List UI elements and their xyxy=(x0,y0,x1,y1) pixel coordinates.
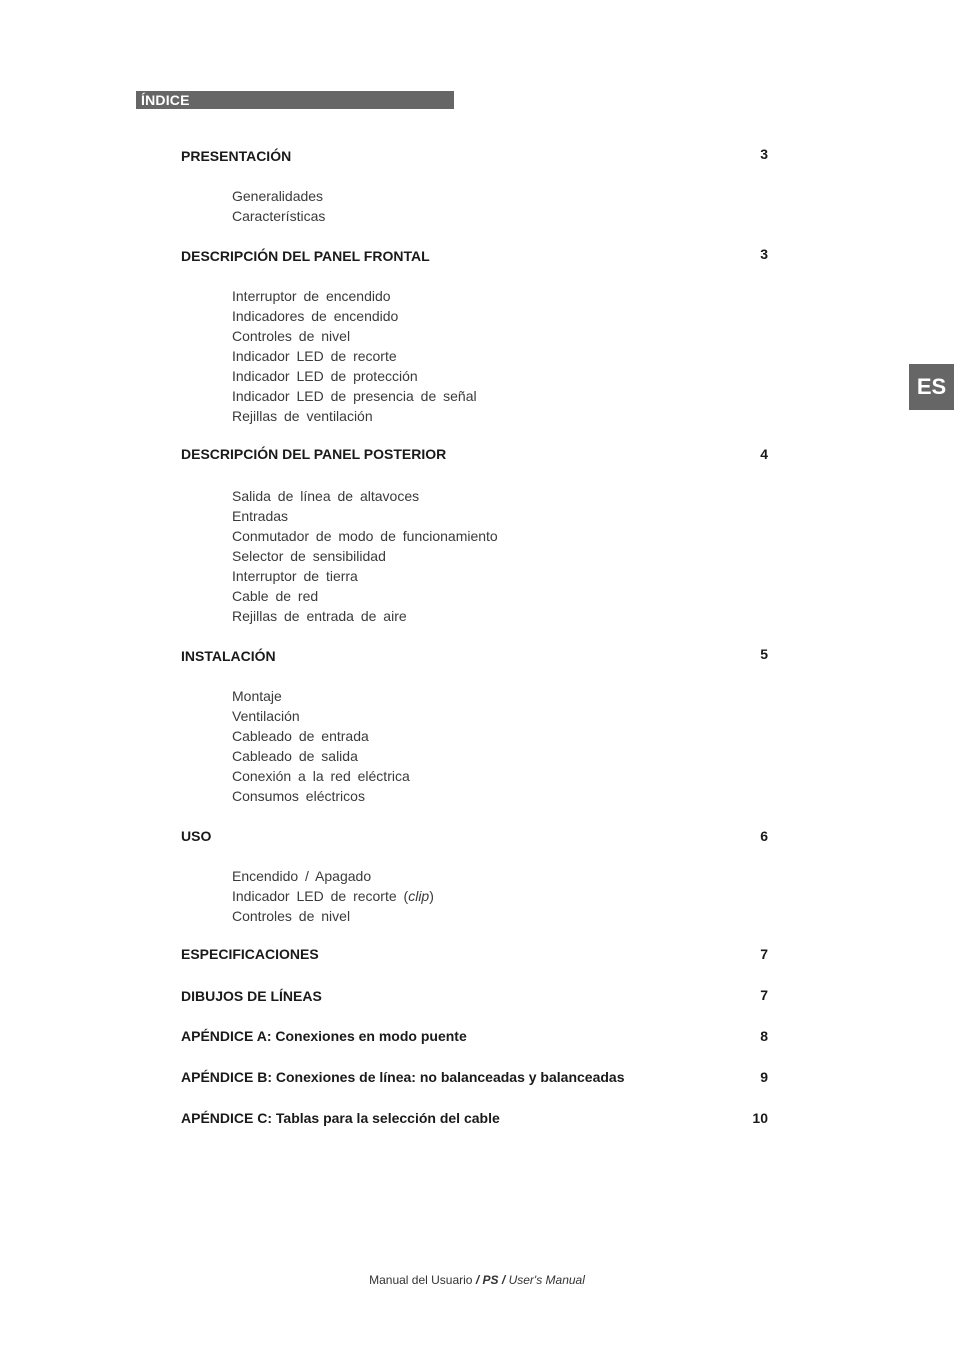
toc-page-dibujos: 7 xyxy=(760,987,768,1003)
toc-item[interactable]: Controles de nivel xyxy=(232,908,351,924)
toc-item[interactable]: Características xyxy=(232,208,326,224)
index-title: ÍNDICE xyxy=(141,92,190,108)
toc-page-presentacion: 3 xyxy=(760,146,768,162)
footer-separator: / xyxy=(501,1273,506,1287)
toc-item-text: ) xyxy=(429,888,434,904)
toc-item[interactable]: Conexión a la red eléctrica xyxy=(232,768,410,784)
toc-item[interactable]: Entradas xyxy=(232,508,289,524)
page-footer xyxy=(0,1273,954,1287)
toc-item[interactable]: Encendido / Apagado xyxy=(232,868,372,884)
toc-page-panel-posterior: 4 xyxy=(760,446,768,462)
toc-item[interactable]: Cableado de salida xyxy=(232,748,358,764)
toc-item[interactable]: Controles de nivel xyxy=(232,328,351,344)
toc-item[interactable]: Indicador LED de presencia de señal xyxy=(232,388,477,404)
toc-page-uso: 6 xyxy=(760,828,768,844)
toc-item[interactable]: Consumos eléctricos xyxy=(232,788,365,804)
toc-section-panel-frontal[interactable]: DESCRIPCIÓN DEL PANEL FRONTAL xyxy=(181,248,430,264)
toc-item[interactable]: Rejillas de ventilación xyxy=(232,408,373,424)
toc-page-panel-frontal: 3 xyxy=(760,246,768,262)
toc-item[interactable]: Indicador LED de recorte xyxy=(232,348,397,364)
toc-item[interactable]: Interruptor de encendido xyxy=(232,288,391,304)
toc-page-apendice-c: 10 xyxy=(752,1110,768,1126)
toc-section-uso[interactable]: USO xyxy=(181,828,212,844)
toc-item-italic: clip xyxy=(408,888,430,904)
index-header-bar xyxy=(136,91,454,109)
toc-page-especificaciones: 7 xyxy=(760,946,768,962)
toc-item[interactable]: Salida de línea de altavoces xyxy=(232,488,420,504)
toc-section-panel-posterior[interactable]: DESCRIPCIÓN DEL PANEL POSTERIOR xyxy=(181,446,447,462)
toc-page-apendice-b: 9 xyxy=(760,1069,768,1085)
toc-item-text: Indicador LED de recorte ( xyxy=(232,888,409,904)
footer-separator: / xyxy=(475,1273,480,1287)
toc-item[interactable]: Generalidades xyxy=(232,188,324,204)
toc-item[interactable]: Montaje xyxy=(232,688,282,704)
toc-item[interactable]: Ventilación xyxy=(232,708,300,724)
toc-item[interactable]: Interruptor de tierra xyxy=(232,568,358,584)
toc-section-presentacion[interactable]: PRESENTACIÓN xyxy=(181,148,292,164)
toc-section-apendice-c[interactable]: APÉNDICE C: Tablas para la selección del cable xyxy=(181,1110,500,1126)
toc-item[interactable]: Conmutador de modo de funcionamiento xyxy=(232,528,498,544)
language-tab[interactable]: ES xyxy=(909,364,954,410)
footer-manual-es: Manual del Usuario xyxy=(369,1273,473,1287)
toc-item[interactable]: Selector de sensibilidad xyxy=(232,548,386,564)
toc-item[interactable]: Indicador LED de protección xyxy=(232,368,418,384)
toc-item[interactable]: Rejillas de entrada de aire xyxy=(232,608,407,624)
toc-section-apendice-b[interactable]: APÉNDICE B: Conexiones de línea: no balanceadas y balanceadas xyxy=(181,1069,625,1085)
toc-section-dibujos[interactable]: DIBUJOS DE LÍNEAS xyxy=(181,988,322,1004)
toc-section-especificaciones[interactable]: ESPECIFICACIONES xyxy=(181,946,319,962)
toc-item[interactable]: Indicadores de encendido xyxy=(232,308,399,324)
toc-section-instalacion[interactable]: INSTALACIÓN xyxy=(181,648,276,664)
toc-section-apendice-a[interactable]: APÉNDICE A: Conexiones en modo puente xyxy=(181,1028,467,1044)
toc-item[interactable]: Cable de red xyxy=(232,588,319,604)
toc-item[interactable] xyxy=(232,888,434,904)
footer-manual-en: User's Manual xyxy=(508,1273,585,1287)
toc-item[interactable]: Cableado de entrada xyxy=(232,728,369,744)
toc-page-instalacion: 5 xyxy=(760,646,768,662)
toc-page-apendice-a: 8 xyxy=(760,1028,768,1044)
footer-model: PS xyxy=(482,1273,499,1287)
